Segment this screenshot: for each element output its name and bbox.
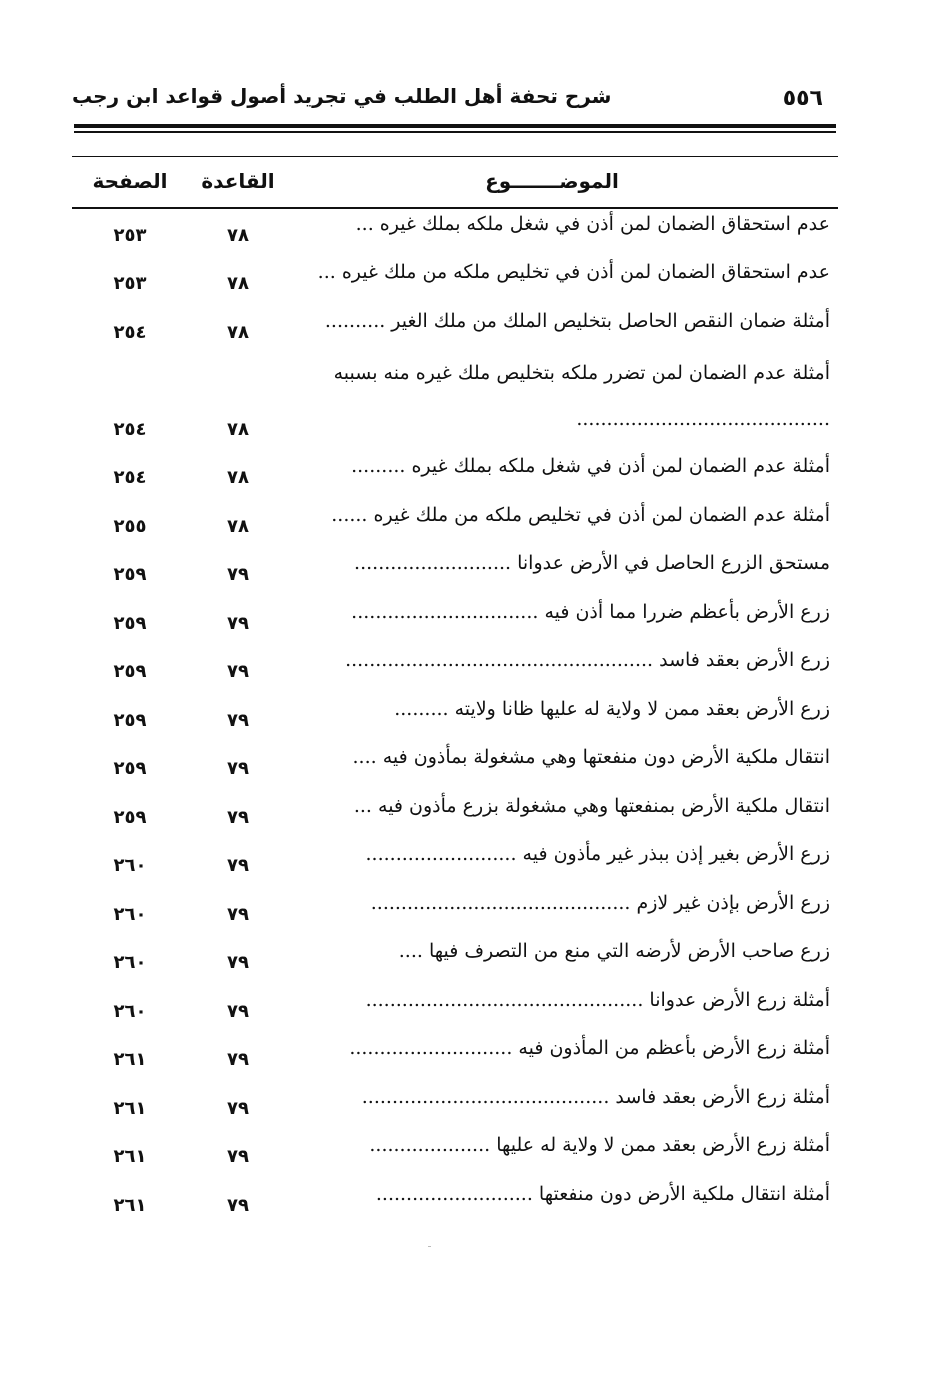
topic-cell: زرع صاحب الأرض لأرضه التي منع من التصرف فيها .... — [398, 940, 830, 962]
rule-cell: ٧٨ — [227, 321, 249, 343]
topic-cell: زرع الأرض بغير إذن ببذر غير مأذون فيه ......................... — [365, 843, 830, 865]
rule-cell: ٧٩ — [227, 1146, 249, 1167]
topic-cell: أمثلة زرع الأرض بعقد ممن لا ولاية له عليها .................... — [369, 1134, 830, 1156]
rule-cell: ٧٩ — [227, 1194, 249, 1216]
page-cell: ٢٥٤ — [113, 321, 147, 343]
rule-cell: ٧٩ — [227, 806, 249, 828]
column-header-rule: القاعدة — [201, 169, 275, 193]
rule-cell: ٧٩ — [227, 612, 249, 634]
topic-cell: أمثلة عدم الضمان لمن أذن في تخليص ملكه من ملك غيره ...... — [331, 503, 830, 526]
page-cell: ٢٦١ — [113, 1049, 147, 1070]
topic-cell: عدم استحقاق الضمان لمن أذن في تخليص ملكه من ملك غيره ... — [317, 261, 830, 283]
page-cell: ٢٦١ — [113, 1194, 147, 1216]
scan-speck — [428, 1246, 431, 1247]
topic-cell: زرع الأرض بإذن غير لازم ........................................... — [370, 891, 830, 914]
topic-cell: أمثلة انتقال ملكية الأرض دون منفعتها .......................... — [375, 1182, 830, 1205]
page-cell: ٢٥٩ — [113, 758, 147, 779]
rule-cell: ٧٨ — [227, 515, 249, 537]
topic-cell: أمثلة عدم الضمان لمن تضرر ملكه بتخليص ملك غيره منه بسببه .......................................... — [333, 361, 830, 430]
topic-cell: عدم استحقاق الضمان لمن أذن في شغل ملكه بملك غيره ... — [355, 212, 830, 235]
rule-cell: ٧٩ — [227, 758, 249, 779]
rule-cell: ٧٩ — [227, 952, 249, 973]
rule-cell: ٧٩ — [227, 1049, 249, 1070]
topic-cell: زرع الأرض بأعظم ضررا مما أذن فيه ............................... — [351, 600, 830, 623]
rule-cell: ٧٩ — [227, 709, 249, 731]
rule-cell: ٧٩ — [227, 661, 249, 682]
table-row — [72, 1179, 838, 1228]
page-cell: ٢٥٤ — [113, 418, 147, 440]
topic-cell: زرع الأرض بعقد فاسد ................................................... — [345, 649, 830, 671]
page-cell: ٢٥٩ — [113, 612, 147, 634]
page-header — [72, 84, 837, 118]
page-cell: ٢٦٠ — [113, 952, 147, 973]
page-cell: ٢٥٥ — [113, 515, 147, 537]
rule-cell: ٧٩ — [227, 855, 249, 876]
page-cell: ٢٥٩ — [113, 806, 147, 828]
page-cell: ٢٥٩ — [113, 564, 147, 585]
topic-cell: أمثلة زرع الأرض بأعظم من المأذون فيه ........................... — [349, 1037, 830, 1059]
page-cell: ٢٥٩ — [113, 709, 147, 731]
page-cell: ٢٦٠ — [113, 1000, 147, 1022]
topic-cell: أمثلة زرع الأرض بعقد فاسد ......................................... — [361, 1085, 830, 1108]
rule-cell: ٧٨ — [227, 467, 249, 488]
rule-cell: ٧٨ — [227, 418, 249, 440]
topic-cell: أمثلة عدم الضمان لمن أذن في شغل ملكه بملك غيره ......... — [351, 455, 830, 477]
topic-cell: زرع الأرض بعقد ممن لا ولاية له عليها ظانا ولايته ......... — [394, 697, 830, 720]
topic-cell: أمثلة زرع الأرض عدوانا .............................................. — [365, 988, 830, 1011]
rule-cell: ٧٨ — [227, 224, 249, 246]
column-header-topic: الموضـــــــوع — [485, 169, 619, 193]
index-table — [72, 156, 838, 1228]
page-cell: ٢٦٠ — [113, 855, 147, 876]
page-cell: ٢٥٣ — [113, 224, 147, 246]
header-rule-thick — [74, 124, 836, 128]
topic-cell: أمثلة ضمان النقص الحاصل بتخليص الملك من ملك الغير .......... — [324, 309, 830, 332]
rule-cell: ٧٨ — [227, 273, 249, 294]
page-number: ٥٥٦ — [782, 86, 823, 111]
page-cell: ٢٦٠ — [113, 903, 147, 925]
column-header-page: الصفحة — [92, 169, 168, 193]
topic-cell: انتقال ملكية الأرض دون منفعتها وهي مشغولة بمأذون فيه .... — [352, 746, 830, 768]
page-cell: ٢٥٤ — [113, 467, 147, 488]
topic-cell: مستحق الزرع الحاصل في الأرض عدوانا .......................... — [354, 552, 830, 574]
page-cell: ٢٦١ — [113, 1146, 147, 1167]
table-row — [72, 355, 838, 452]
rule-cell: ٧٩ — [227, 903, 249, 925]
running-title: شرح تحفة أهل الطلب في تجريد أصول قواعد ابن رجب — [72, 84, 612, 108]
rule-cell: ٧٩ — [227, 564, 249, 585]
table-body — [72, 209, 838, 1228]
rule-cell: ٧٩ — [227, 1000, 249, 1022]
rule-cell: ٧٩ — [227, 1097, 249, 1119]
page-cell: ٢٥٣ — [113, 273, 147, 294]
table-row — [72, 306, 838, 355]
page-cell: ٢٥٩ — [113, 661, 147, 682]
page-cell: ٢٦١ — [113, 1097, 147, 1119]
topic-cell: انتقال ملكية الأرض بمنفعتها وهي مشغولة بزرع مأذون فيه ... — [353, 794, 830, 817]
header-rule-thin — [74, 131, 836, 133]
